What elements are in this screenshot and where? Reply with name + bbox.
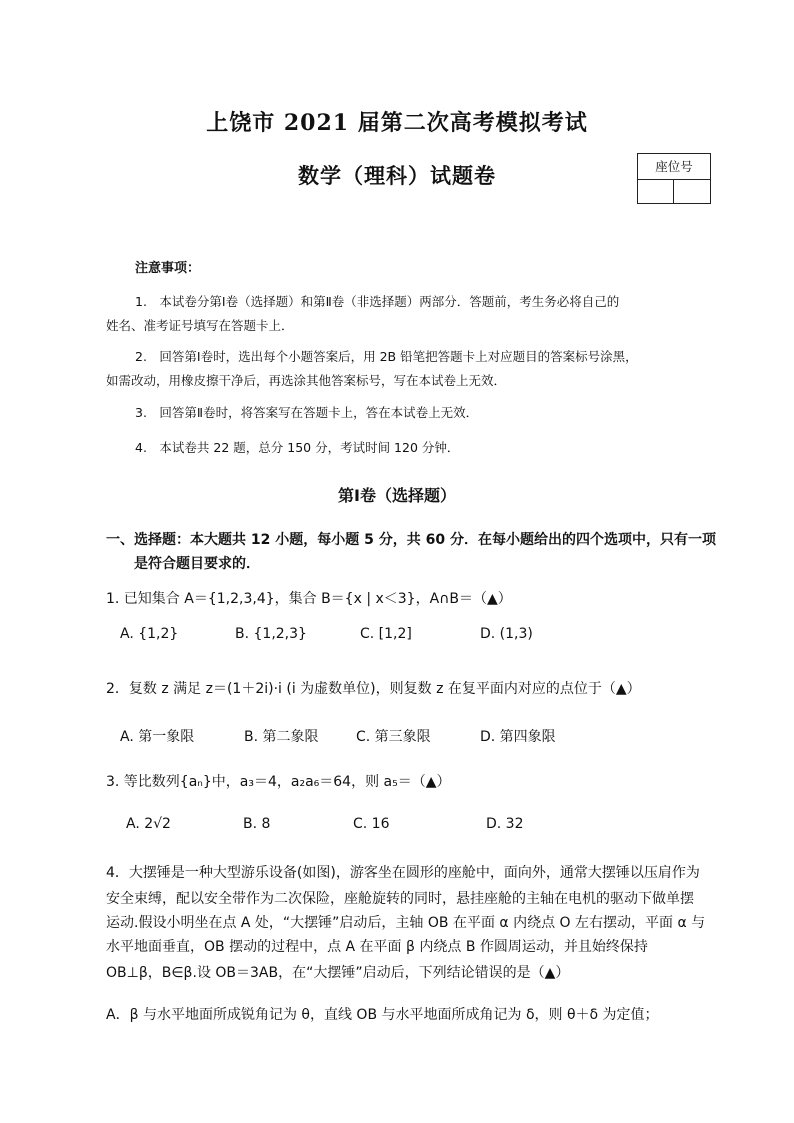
question-3-option-c: C. 16 bbox=[353, 816, 390, 832]
part-heading-line-1: 一、选择题：本大题共 12 小题，每小题 5 分，共 60 分．在每小题给出的四个选项中，只有一项 bbox=[106, 532, 716, 548]
seat-number-box bbox=[637, 153, 711, 204]
question-4-line-2: 安全束缚，配以安全带作为二次保险，座舱旋转的同时，悬挂座舱的主轴在电机的驱动下做单摆 bbox=[106, 891, 694, 907]
notice-item-2-line-1: 2. 回答第Ⅰ卷时，选出每个小题答案后，用 2B 铅笔把答题卡上对应题目的答案标号涂黑， bbox=[135, 349, 638, 364]
question-1-option-c: C. [1,2] bbox=[360, 626, 412, 642]
notice-item-2-line-2: 如需改动，用橡皮擦干净后，再选涂其他答案标号，写在本试卷上无效． bbox=[106, 373, 507, 388]
question-3-option-a: A. 2√2 bbox=[126, 816, 171, 832]
seat-number-label: 座位号 bbox=[638, 154, 710, 180]
notice-heading: 注意事项： bbox=[135, 261, 201, 276]
section-title: 第Ⅰ卷（选择题） bbox=[338, 486, 456, 505]
question-3-stem: 3. 等比数列{aₙ}中，a₃＝4，a₂a₆＝64，则 a₅＝（▲） bbox=[106, 774, 451, 790]
question-4-line-4: 水平地面垂直，OB 摆动的过程中，点 A 在平面 β 内绕点 B 作圆周运动，并且始终保持 bbox=[106, 939, 648, 955]
question-1-option-b: B. {1,2,3} bbox=[235, 626, 307, 642]
question-4-line-5: OB⊥β，B∈β.设 OB＝3AB，在“大摆锤”启动后，下列结论错误的是（▲） bbox=[106, 965, 570, 981]
question-4-option-a: A．β 与水平地面所成锐角记为 θ，直线 OB 与水平地面所成角记为 δ，则 θ＋δ 为定值； bbox=[106, 1007, 659, 1023]
seat-number-cell-left bbox=[638, 179, 674, 204]
question-1-stem: 1. 已知集合 A＝{1,2,3,4}，集合 B＝{x | x＜3}，A∩B＝（▲） bbox=[106, 591, 512, 607]
exam-title: 上饶市 2021 届第二次高考模拟考试 bbox=[206, 110, 588, 136]
question-2-option-a: A. 第一象限 bbox=[120, 729, 195, 745]
question-4-line-1: 4．大摆锤是一种大型游乐设备(如图)，游客坐在圆形的座舱中，面向外，通常大摆锤以压肩作为 bbox=[106, 865, 700, 881]
seat-number-cell-right bbox=[674, 179, 710, 204]
part-heading-line-2: 是符合题目要求的． bbox=[134, 556, 260, 572]
notice-item-1-line-2: 姓名、准考证号填写在答题卡上． bbox=[106, 318, 294, 333]
question-2-stem: 2．复数 z 满足 z＝(1＋2i)·i (i 为虚数单位)，则复数 z 在复平面内对应的点位于（▲） bbox=[106, 681, 641, 697]
question-1-option-a: A. {1,2} bbox=[120, 626, 179, 642]
notice-item-4: 4. 本试卷共 22 题，总分 150 分，考试时间 120 分钟． bbox=[135, 440, 460, 455]
question-1-option-d: D. (1,3) bbox=[480, 626, 533, 642]
question-2-option-c: C. 第三象限 bbox=[356, 729, 431, 745]
question-3-option-b: B. 8 bbox=[243, 816, 271, 832]
question-2-option-d: D. 第四象限 bbox=[480, 729, 556, 745]
notice-item-3: 3. 回答第Ⅱ卷时，将答案写在答题卡上，答在本试卷上无效． bbox=[135, 405, 479, 420]
question-2-option-b: B. 第二象限 bbox=[244, 729, 319, 745]
exam-subtitle: 数学（理科）试题卷 bbox=[298, 163, 496, 188]
question-4-line-3: 运动.假设小明坐在点 A 处，“大摆锤”启动后，主轴 OB 在平面 α 内绕点 O 左右摆动，平面 α 与 bbox=[106, 915, 706, 931]
question-3-option-d: D. 32 bbox=[486, 816, 524, 832]
notice-item-1-line-1: 1. 本试卷分第Ⅰ卷（选择题）和第Ⅱ卷（非选择题）两部分．答题前，考生务必将自己的 bbox=[135, 294, 620, 309]
